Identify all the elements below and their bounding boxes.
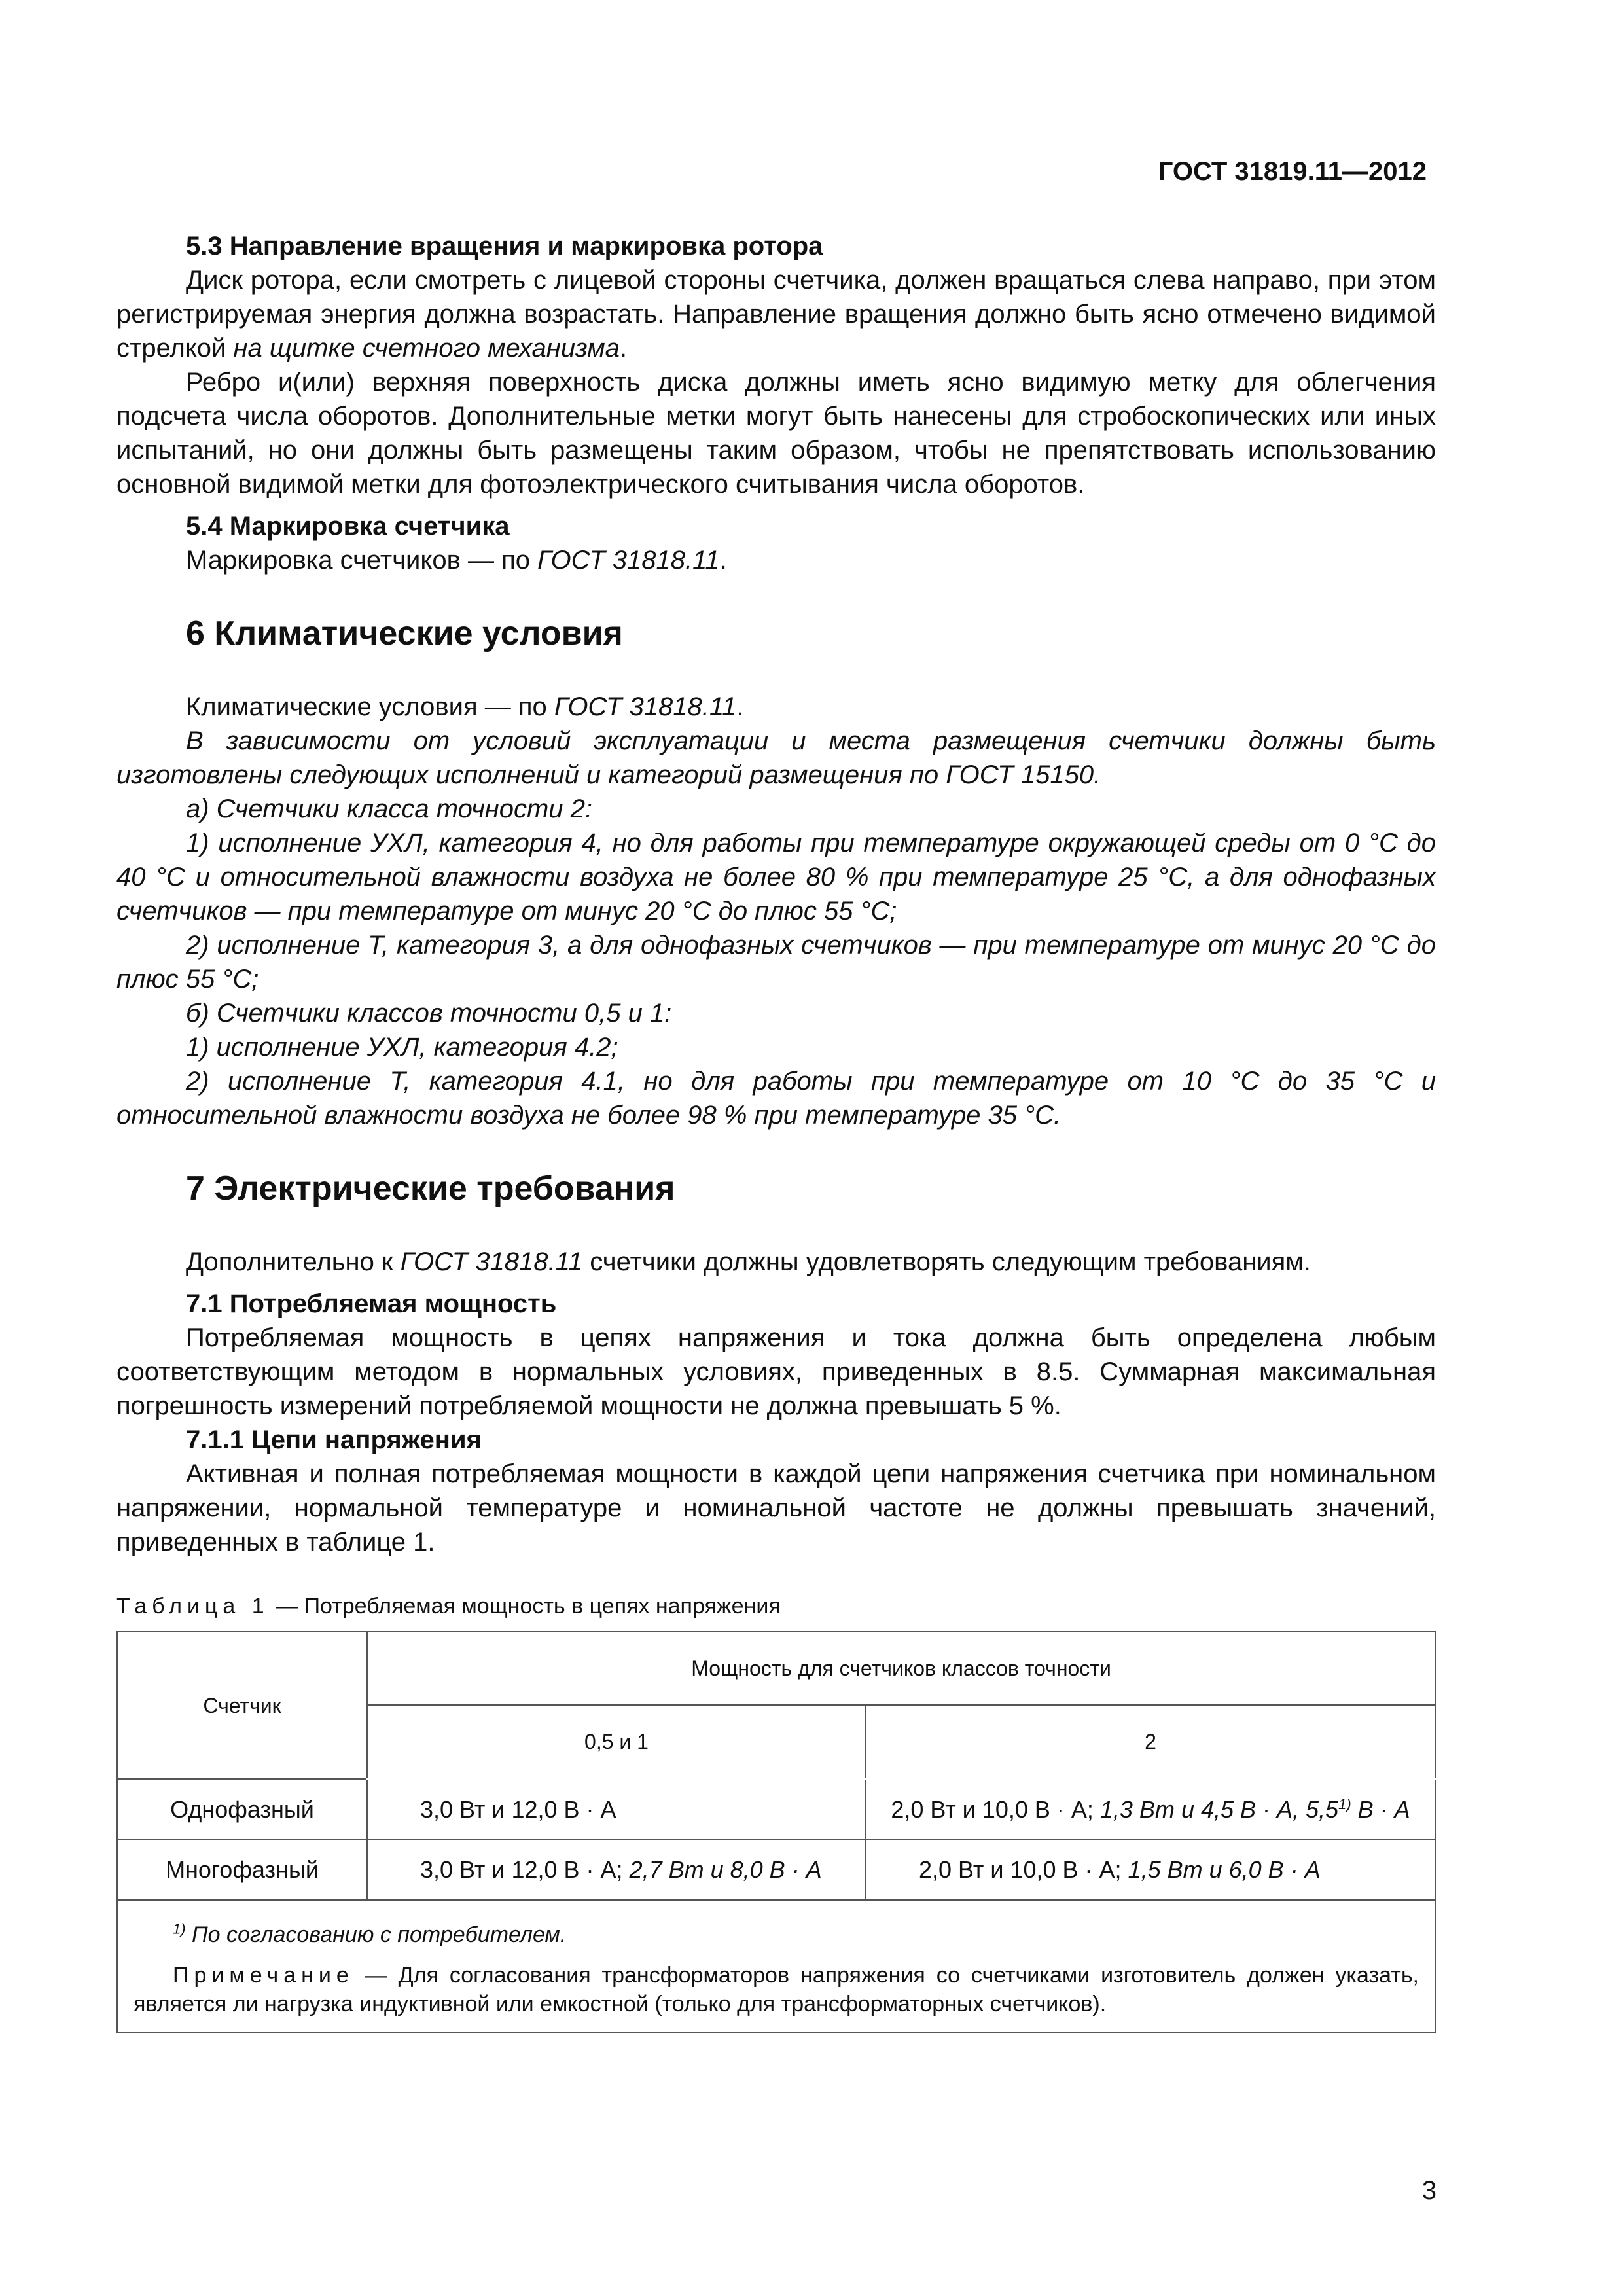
table-row: [117, 1779, 1435, 1840]
page-number: 3: [1421, 2176, 1436, 2205]
section-7-1-1-paragraph: Активная и полная потребляемая мощности в каждой цепи напряжения счетчика при номинальном напряжении, нормальной температуре и номинальной частоте не должны превышать значений, приведенных в таблице 1.: [116, 1460, 1436, 1556]
table-1: [116, 1631, 1436, 2033]
section-6-item-b2: 2) исполнение Т, категория 4.1, но для работы при температуре от 10 °С до 35 °С и относительной влажности воздуха не более 98 % при температуре 35 °С.: [116, 1067, 1436, 1130]
section-7-1-paragraph: Потребляемая мощность в цепях напряжения и тока должна быть определена любым соответствующим методом в нормальных условиях, приведенных в 8.5. Суммарная максимальная погрешность измерений потребляемой мощности не должна превышать 5 %.: [116, 1323, 1436, 1420]
section-7-title: 7 Электрические требования: [186, 1170, 675, 1208]
table-footer: [117, 1900, 1435, 2032]
table-header-class-2: 2: [866, 1705, 1435, 1779]
section-5-4-paragraph: Маркировка счетчиков — по ГОСТ 31818.11.: [186, 546, 727, 575]
section-6-item-a1: 1) исполнение УХЛ, категория 4, но для работы при температуре окружающей среды от 0 °С до 40 °С и относительной влажности воздуха не более 80 % при температуре 25 °С, а для однофазных счетчиков — при температуре от минус 20 °С до плюс 55 °С;: [116, 829, 1436, 925]
page-content: [116, 229, 1436, 2033]
section-6-item-b1: 1) исполнение УХЛ, категория 4.2;: [186, 1033, 618, 1062]
table-header-power-group: Мощность для счетчиков классов точности: [367, 1632, 1435, 1705]
table-row: [117, 1840, 1435, 1900]
section-5-3-title: 5.3 Направление вращения и маркировка ротора: [186, 232, 823, 260]
table-cell-meter: Многофазный: [117, 1840, 367, 1900]
section-6-item-b: б) Счетчики классов точности 0,5 и 1:: [186, 999, 672, 1028]
section-7-paragraph-1: Дополнительно к ГОСТ 31818.11 счетчики должны удовлетворять следующим требованиям.: [186, 1247, 1311, 1276]
section-5-3-paragraph-2: Ребро и(или) верхняя поверхность диска должны иметь ясно видимую метку для облегчения подсчета числа оборотов. Дополнительные метки могут быть нанесены для стробоскопических или иных испытаний, но они должны быть размещены таким образом, чтобы не препятствовать использованию основной видимой метки для фотоэлектрического считывания числа оборотов.: [116, 368, 1436, 499]
section-6-item-a: а) Счетчики класса точности 2:: [186, 795, 593, 823]
section-5-4-title: 5.4 Маркировка счетчика: [186, 512, 510, 541]
section-6-item-a2: 2) исполнение Т, категория 3, а для однофазных счетчиков — при температуре от минус 20 °С до плюс 55 °С;: [116, 931, 1436, 994]
section-7-1-1-title: 7.1.1 Цепи напряжения: [186, 1426, 482, 1454]
section-6-title: 6 Климатические условия: [186, 615, 623, 653]
section-5-3-paragraph-1: Диск ротора, если смотреть с лицевой стороны счетчика, должен вращаться слева направо, при этом регистрируемая энергия должна возрастать. Направление вращения должно быть ясно отмечено видимой стрелкой на щитке счетного механизма.: [116, 266, 1436, 363]
table-footnote: $^{1)}$ По согласованию с потребителем.: [173, 1920, 567, 1947]
table-1-caption: Таблица 1 — Потребляемая мощность в цепях напряжения: [116, 1594, 781, 1619]
section-6-paragraph-2: В зависимости от условий эксплуатации и места размещения счетчики должны быть изготовлены следующих исполнений и категорий размещения по ГОСТ 15150.: [116, 726, 1436, 789]
table-cell-class-2: 2,0 Вт и 10,0 В · А; 1,5 Вт и 6,0 В · А: [866, 1840, 1435, 1900]
table-cell-class-05-1: 3,0 Вт и 12,0 В · А: [367, 1779, 866, 1840]
section-6-paragraph-1: Климатические условия — по ГОСТ 31818.11.: [186, 692, 744, 721]
table-header-meter: Счетчик: [117, 1632, 367, 1779]
section-7-1-title: 7.1 Потребляемая мощность: [186, 1289, 557, 1318]
table-cell-class-05-1: 3,0 Вт и 12,0 В · А; 2,7 Вт и 8,0 В · А: [367, 1840, 866, 1900]
table-note: Примечание — Для согласования трансформаторов напряжения со счетчиками изготовитель должен указать, является ли нагрузка индуктивной или емкостной (только для трансформаторных счетчиков).: [134, 1963, 1419, 2017]
document-code: ГОСТ 31819.11—2012: [1158, 157, 1427, 186]
table-cell-class-2: 2,0 Вт и 10,0 В · А; 1,3 Вт и 4,5 В · А, 5,5$^{1)}$ В · А: [866, 1779, 1435, 1840]
table-cell-meter: Однофазный: [117, 1779, 367, 1840]
table-header-class-05-1: 0,5 и 1: [367, 1705, 866, 1779]
